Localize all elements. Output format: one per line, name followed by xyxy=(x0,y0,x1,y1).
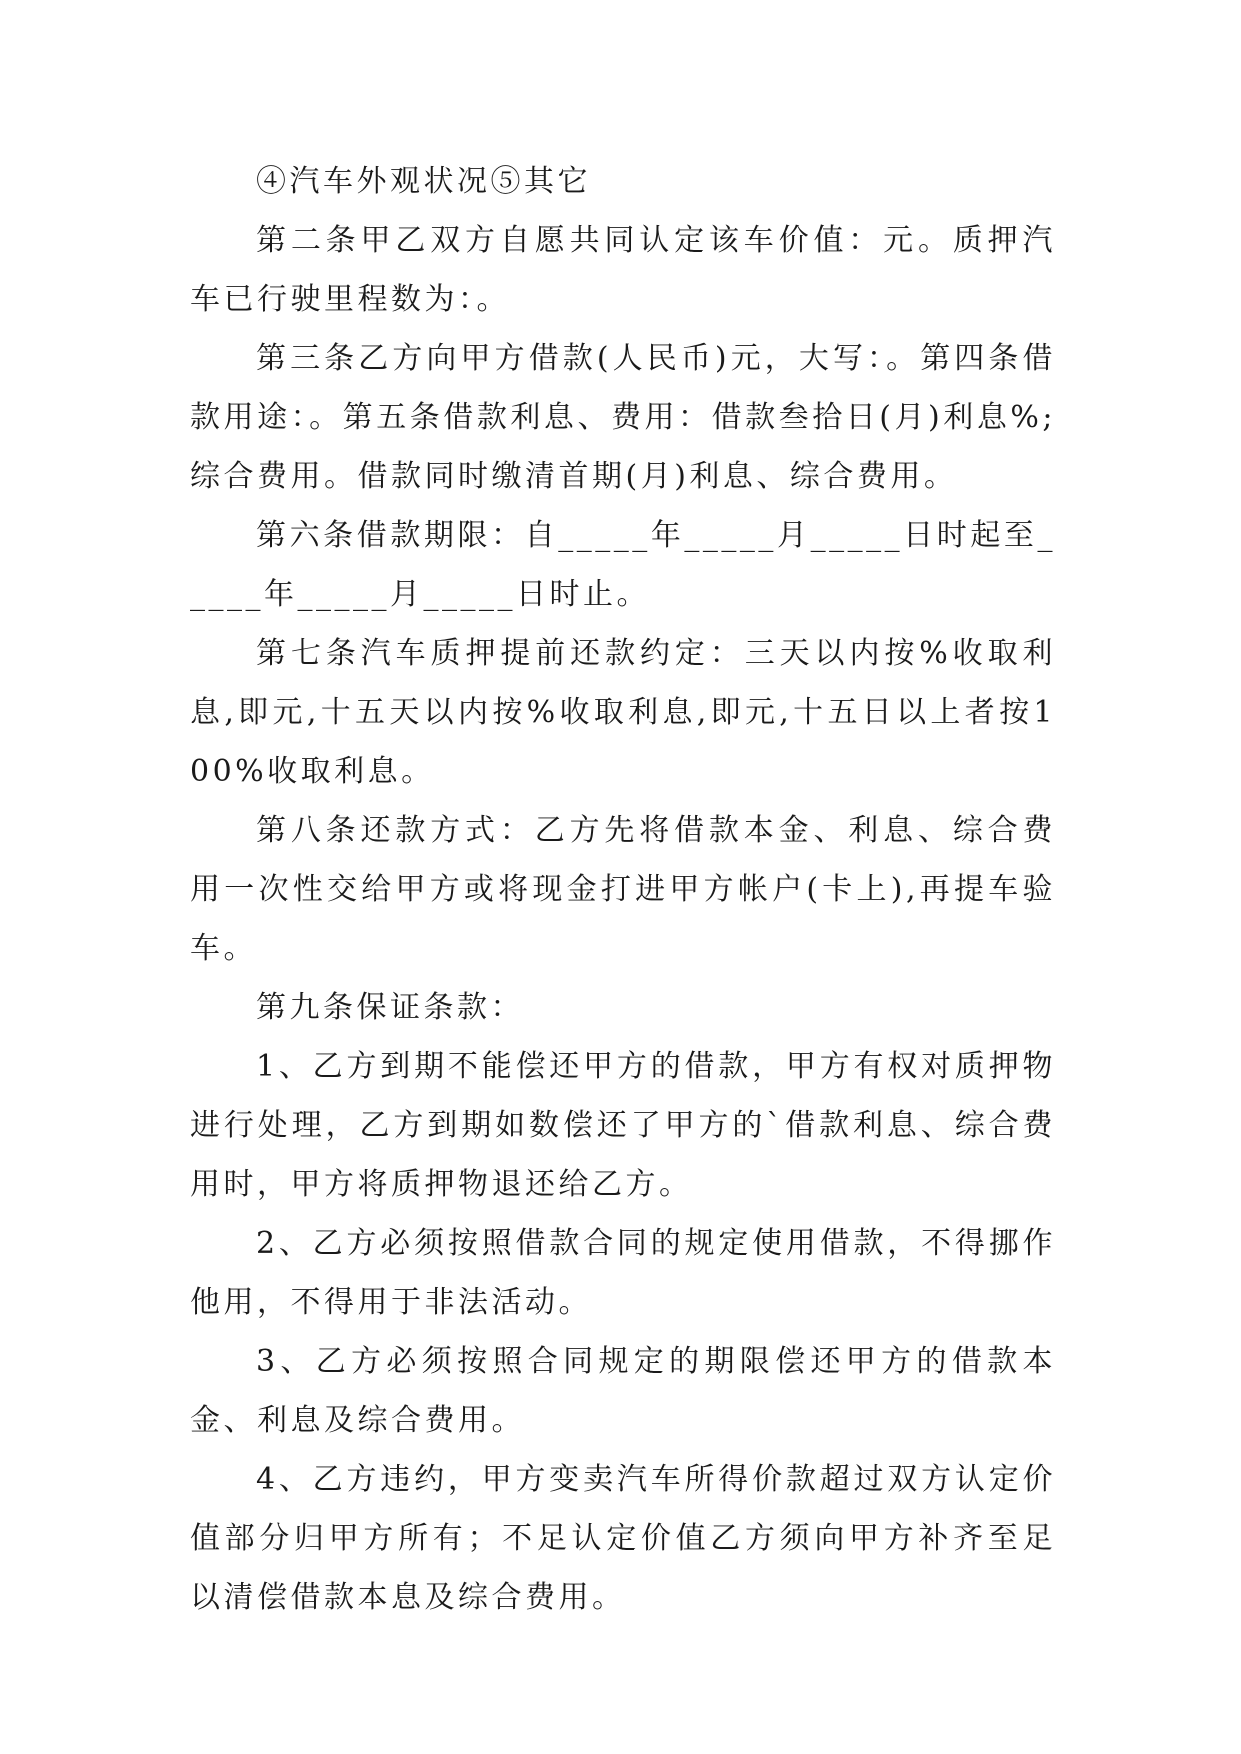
paragraph-article-9-heading: 第九条保证条款： xyxy=(256,990,524,1025)
paragraph-article-3-5: 第三条乙方向甲方借款(人民币)元，大写：。第四条借款用途：。第五条借款利息、费用：借款叁拾日(月)利息%;综合费用。借款同时缴清首期(月)利息、综合费用。 xyxy=(190,341,1056,494)
paragraph-vehicle-condition: ④汽车外观状况⑤其它 xyxy=(256,164,591,199)
document-body xyxy=(190,152,1056,1627)
paragraph-article-7: 第七条汽车质押提前还款约定：三天以内按%收取利息,即元,十五天以内按%收取利息,即元,十五日以上者按100%收取利息。 xyxy=(190,636,1056,789)
paragraph-article-8: 第八条还款方式：乙方先将借款本金、利息、综合费用一次性交给甲方或将现金打进甲方帐户(卡上),再提车验车。 xyxy=(190,813,1056,966)
paragraph-clause-3: 3、乙方必须按照合同规定的期限偿还甲方的借款本金、利息及综合费用。 xyxy=(190,1344,1056,1438)
paragraph-article-2: 第二条甲乙双方自愿共同认定该车价值：元。质押汽车已行驶里程数为：。 xyxy=(190,223,1056,317)
paragraph-clause-1: 1、乙方到期不能偿还甲方的借款，甲方有权对质押物进行处理，乙方到期如数偿还了甲方的`借款利息、综合费用时，甲方将质押物退还给乙方。 xyxy=(190,1049,1056,1202)
paragraph-clause-2: 2、乙方必须按照借款合同的规定使用借款，不得挪作他用，不得用于非法活动。 xyxy=(190,1226,1056,1320)
paragraph-article-6: 第六条借款期限：自_____年_____月_____日时起至_____年_____月_____日时止。 xyxy=(190,518,1056,612)
paragraph-clause-4: 4、乙方违约，甲方变卖汽车所得价款超过双方认定价值部分归甲方所有；不足认定价值乙方须向甲方补齐至足以清偿借款本息及综合费用。 xyxy=(190,1462,1056,1615)
